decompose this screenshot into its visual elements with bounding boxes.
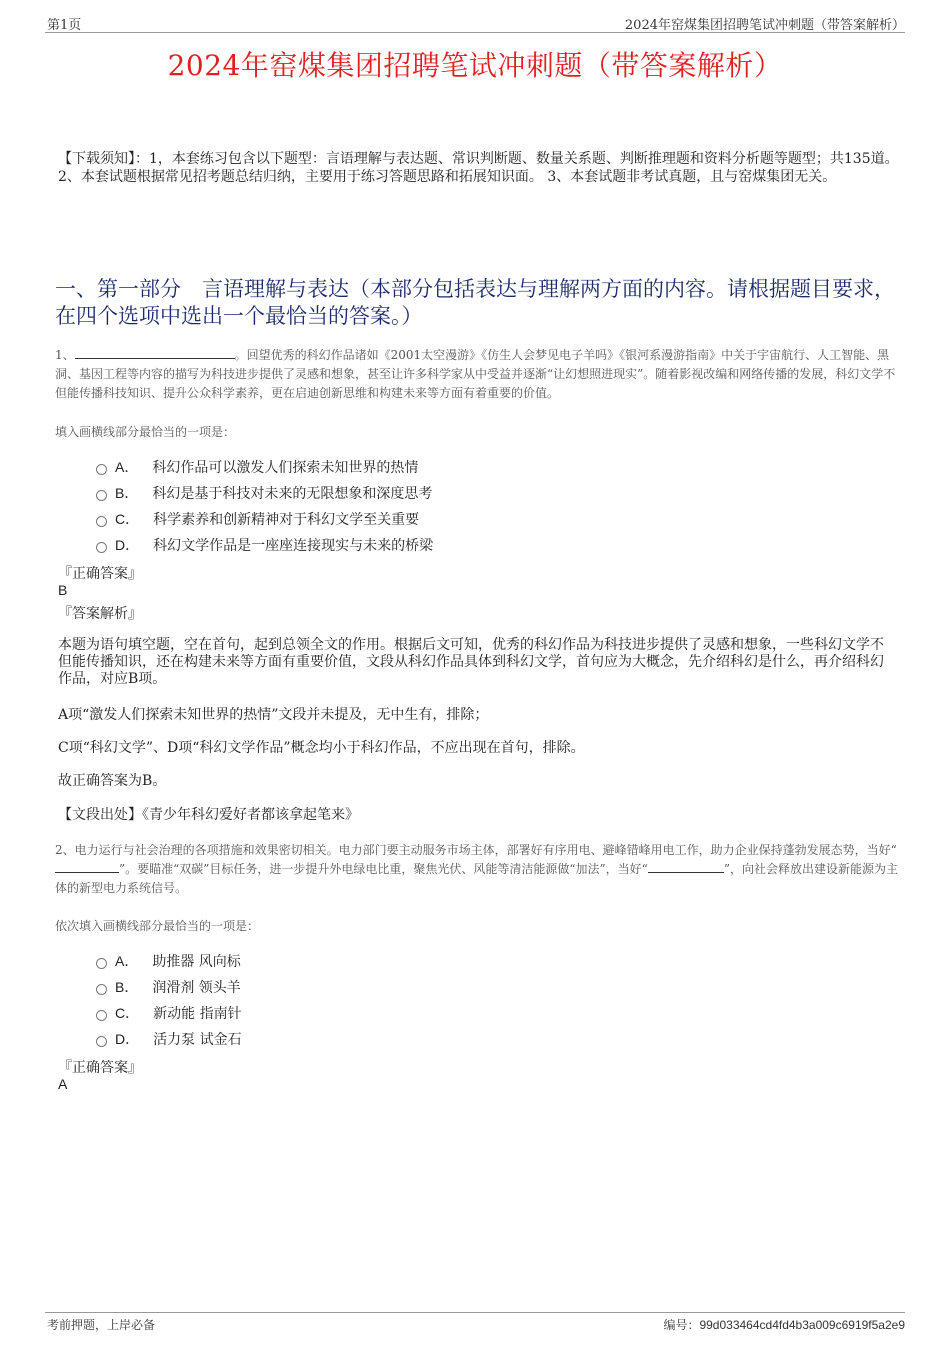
option-letter: A． bbox=[115, 459, 139, 475]
q2-answer-label: 『正确答案』 bbox=[58, 1060, 142, 1076]
option-text: 科幻作品可以激发人们探索未知世界的热情 bbox=[152, 460, 419, 476]
question-1-text bbox=[55, 346, 900, 403]
question-body: 电力运行与社会治理的各项措施和效果密切相关。电力部门要主动服务市场主体，部署好有序用电、避峰错峰用电工作，助力企业保持蓬勃发展态势，当好“ bbox=[74, 843, 897, 857]
option-text: 科幻是基于科技对未来的无限想象和深度思考 bbox=[152, 486, 433, 502]
q2-option-c[interactable] bbox=[96, 1003, 242, 1023]
question-number: 1、 bbox=[55, 348, 75, 362]
q1-analysis-paragraph: 故正确答案为B。 bbox=[58, 773, 167, 789]
radio-icon[interactable] bbox=[96, 464, 107, 475]
q1-source: 【文段出处】《青少年科幻爱好者都该拿起笔来》 bbox=[58, 807, 359, 823]
option-letter: A． bbox=[115, 953, 139, 969]
fill-blank bbox=[55, 860, 119, 873]
radio-icon[interactable] bbox=[96, 984, 107, 995]
q1-option-c[interactable] bbox=[96, 509, 419, 529]
question-number: 2、 bbox=[55, 843, 75, 857]
header-divider bbox=[45, 32, 905, 33]
footer-code-value: 99d033464cd4fd4b3a009c6919f5a2e9 bbox=[699, 1318, 905, 1332]
q2-answer: A bbox=[58, 1076, 68, 1092]
q1-option-a[interactable] bbox=[96, 457, 418, 477]
q2-option-b[interactable] bbox=[96, 977, 241, 997]
option-letter: D． bbox=[115, 537, 140, 553]
q1-analysis-paragraph: C项“科幻文学”、D项“科幻文学作品”概念均小于科幻作品，不应出现在首句，排除。 bbox=[58, 740, 585, 756]
q2-option-a[interactable] bbox=[96, 951, 241, 971]
option-text: 润滑剂 领头羊 bbox=[152, 980, 241, 996]
section-heading: 一、第一部分 言语理解与表达（本部分包括表达与理解两方面的内容。请根据题目要求，在四个选项中选出一个最恰当的答案。） bbox=[55, 277, 895, 328]
option-text: 助推器 风向标 bbox=[152, 954, 241, 970]
page-title: 2024年窑煤集团招聘笔试冲刺题（带答案解析） bbox=[167, 49, 783, 82]
option-letter: C． bbox=[115, 511, 140, 527]
header-doc-title: 2024年窑煤集团招聘笔试冲刺题（带答案解析） bbox=[624, 18, 905, 33]
option-text: 新动能 指南针 bbox=[153, 1006, 242, 1022]
question-body: ”，向社会释放出建设新能源为主体的新型电力系统信号。 bbox=[55, 862, 898, 895]
radio-icon[interactable] bbox=[96, 542, 107, 553]
question-body: ”。要瞄准“双碳”目标任务，进一步提升外电绿电比重，聚焦光伏、风能等清洁能源做“加法”，当好“ bbox=[119, 862, 648, 876]
radio-icon[interactable] bbox=[96, 516, 107, 527]
q1-analysis-paragraph: 本题为语句填空题，空在首句，起到总领全文的作用。根据后文可知，优秀的科幻作品为科技进步提供了灵感和想象，一些科幻文学不但能传播知识，还在构建未来等方面有重要价值，文段从科幻作品具体到科幻文学，首句应为大概念，先介绍科幻是什么，再介绍科幻作品，对应B项。 bbox=[58, 637, 884, 687]
footer-code bbox=[663, 1316, 905, 1333]
option-text: 活力泵 试金石 bbox=[153, 1032, 242, 1048]
option-text: 科学素养和创新精神对于科幻文学至关重要 bbox=[153, 512, 420, 528]
q1-analysis-paragraph: A项“激发人们探索未知世界的热情”文段并未提及，无中生有，排除； bbox=[58, 707, 489, 723]
radio-icon[interactable] bbox=[96, 1036, 107, 1047]
fill-blank bbox=[648, 860, 724, 873]
q2-option-d[interactable] bbox=[96, 1029, 242, 1049]
q1-option-b[interactable] bbox=[96, 483, 432, 503]
q1-answer-label: 『正确答案』 bbox=[58, 566, 142, 582]
question-2-text bbox=[55, 841, 900, 898]
download-notice: 【下载须知】：1，本套练习包含以下题型：言语理解与表达题、常识判断题、数量关系题、判断推理题和资料分析题等题型；共135道。 2、本套试题根据常见招考题总结归纳，主要用于练习答题思路和拓展知识面。 3、本套试题非考试真题，且与窑煤集团无关。 bbox=[58, 151, 899, 185]
question-2-prompt: 依次填入画横线部分最恰当的一项是： bbox=[55, 919, 260, 933]
radio-icon[interactable] bbox=[96, 1010, 107, 1021]
footer-divider bbox=[45, 1312, 905, 1313]
option-letter: B． bbox=[115, 979, 139, 995]
option-text: 科幻文学作品是一座座连接现实与未来的桥梁 bbox=[153, 538, 434, 554]
question-1-prompt: 填入画横线部分最恰当的一项是： bbox=[55, 425, 236, 439]
footer-slogan: 考前押题，上岸必备 bbox=[47, 1318, 156, 1332]
page-number: 第1页 bbox=[47, 18, 82, 33]
q1-answer: B bbox=[58, 582, 68, 598]
option-letter: C． bbox=[115, 1005, 140, 1021]
radio-icon[interactable] bbox=[96, 958, 107, 969]
fill-blank bbox=[75, 346, 235, 359]
question-body: 。回望优秀的科幻作品诸如《2001太空漫游》《仿生人会梦见电子羊吗》《银河系漫游指南》中关于宇宙航行、人工智能、黑洞、基因工程等内容的描写为科技进步提供了灵感和想象，甚至让许多科学家从中受益并逐渐“让幻想照进现实”。随着影视改编和网络传播的发展，科幻文学不但能传播科技知识、提升公众科学素养，更在启迪创新思维和构建未来等方面有着重要的价值。 bbox=[55, 348, 896, 400]
q1-option-d[interactable] bbox=[96, 535, 433, 555]
option-letter: B． bbox=[115, 485, 139, 501]
footer-code-label: 编号： bbox=[663, 1318, 700, 1332]
option-letter: D． bbox=[115, 1031, 140, 1047]
radio-icon[interactable] bbox=[96, 490, 107, 501]
q1-analysis-label: 『答案解析』 bbox=[58, 606, 142, 622]
